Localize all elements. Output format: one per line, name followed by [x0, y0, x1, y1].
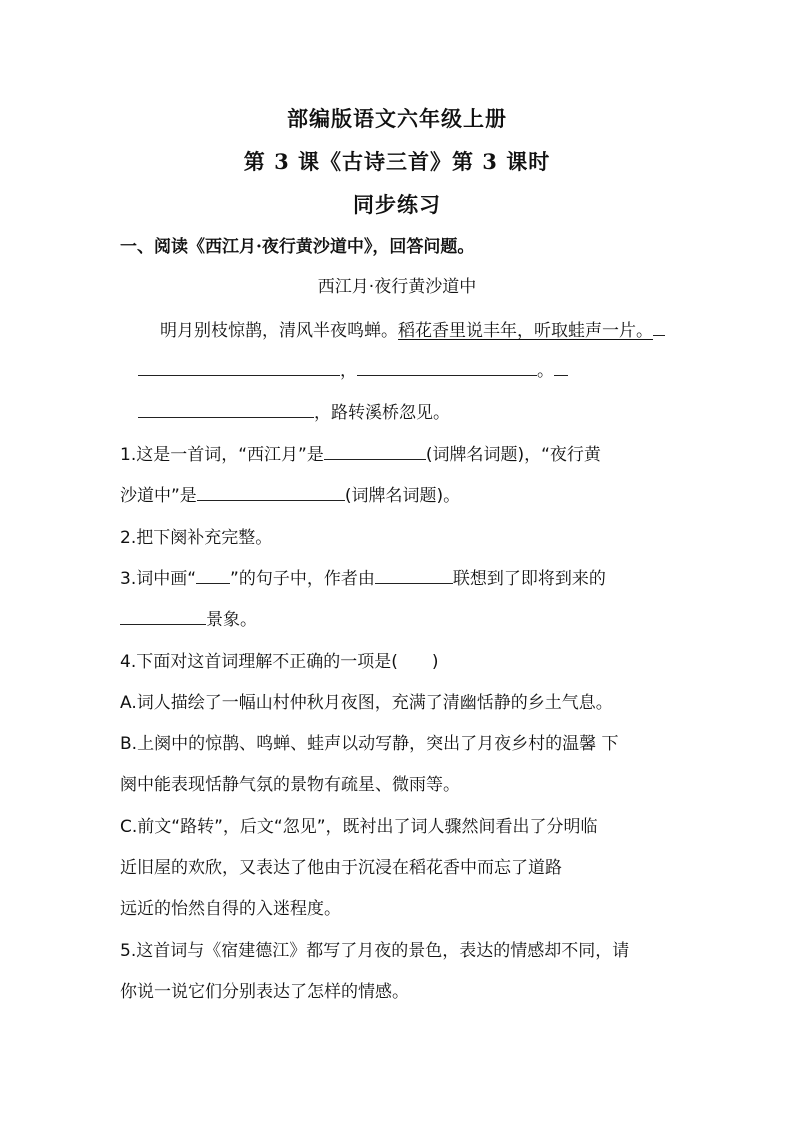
underline-symbol	[196, 582, 230, 584]
poem-line-1-underlined: 稻花香里说丰年，听取蛙声一片。	[398, 321, 653, 341]
question-3	[120, 564, 606, 589]
question-2: 2.把下阕补充完整。	[120, 528, 273, 548]
poem-blank-line-3	[138, 398, 450, 423]
q1-part-b: (词牌名词题)，“夜行黄	[425, 445, 601, 465]
underline-tail	[653, 334, 665, 336]
option-a[interactable]: A.词人描绘了一幅山村仲秋月夜图，充满了清幽恬静的乡土气息。	[120, 693, 613, 713]
question-1-continued	[120, 481, 460, 506]
question-5: 5.这首词与《宿建德江》都写了月夜的景色，表达的情感却不同，请	[120, 941, 630, 961]
title-exercise: 同步练习	[353, 192, 441, 217]
q3-part-a: 3.词中画“	[120, 569, 197, 589]
poem-line-1-plain: 明月别枝惊鹊，清风半夜鸣蝉。	[160, 321, 398, 341]
option-c[interactable]: C.前文“路转”，后文“忽见”，既衬出了词人骤然间看出了分明临	[120, 817, 598, 837]
option-b[interactable]: B.上阕中的惊鹊、鸣蝉、蛙声以动写静，突出了月夜乡村的温馨 下	[120, 734, 619, 754]
answer-blank[interactable]	[324, 458, 426, 460]
option-b-continued: 阕中能表现恬静气氛的景物有疏星、微雨等。	[120, 775, 460, 795]
option-c-continued-1: 近旧屋的欢欣，又表达了他由于沉浸在稻花香中而忘了道路	[120, 858, 562, 878]
poem-line-3-end: ，路转溪桥忽见。	[314, 403, 450, 423]
question-3-continued	[120, 605, 257, 630]
q3-part-b: ”的句子中，作者由	[230, 569, 375, 589]
q1-part-d: (词牌名词题)。	[344, 486, 461, 506]
q1-part-c: 沙道中”是	[120, 486, 197, 506]
poem-title: 西江月·夜行黄沙道中	[317, 277, 477, 297]
poem-separator-period: 。	[537, 361, 554, 381]
question-4: 4.下面对这首词理解不正确的一项是( )	[120, 652, 439, 672]
question-1	[120, 440, 601, 465]
poem-blank-line-2	[138, 356, 568, 381]
answer-blank[interactable]	[357, 374, 537, 376]
q3-part-c: 联想到了即将到来的	[452, 569, 606, 589]
poem-line-1	[160, 316, 665, 341]
answer-blank[interactable]	[138, 416, 314, 418]
option-c-continued-2: 远近的怡然自得的入迷程度。	[120, 899, 341, 919]
title-lesson: 第 3 课《古诗三首》第 3 课时	[243, 149, 551, 174]
answer-blank[interactable]	[120, 623, 206, 625]
question-5-continued: 你说一说它们分别表达了怎样的情感。	[120, 982, 409, 1002]
answer-blank[interactable]	[197, 499, 345, 501]
answer-blank[interactable]	[375, 582, 453, 584]
section-heading: 一、阅读《西江月·夜行黄沙道中》，回答问题。	[120, 237, 475, 257]
answer-blank[interactable]	[138, 374, 340, 376]
answer-blank-tail	[554, 374, 568, 376]
q3-part-d: 景象。	[206, 610, 257, 630]
q1-part-a: 1.这是一首词，“西江月”是	[120, 445, 324, 465]
poem-separator-comma: ，	[340, 361, 357, 381]
title-textbook: 部编版语文六年级上册	[287, 106, 507, 131]
